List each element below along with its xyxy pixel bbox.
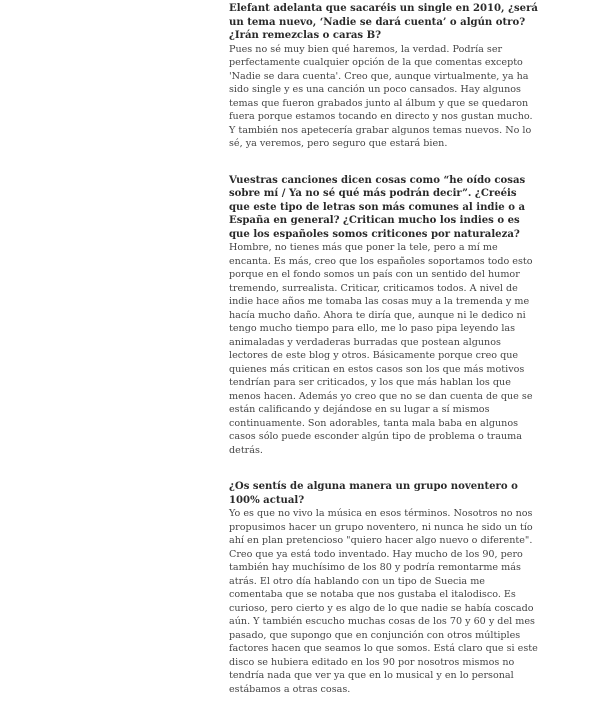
interview-question: Vuestras canciones dicen cosas como “he oído cosas sobre mí / Ya no sé qué más podrán decir”. ¿Creéis que este tipo de letras son más comunes al indie o a España en general? ¿Critican mucho los indies o es que los españoles somos criticones por naturaleza?: [229, 174, 526, 240]
interview-answer: Yo es que no vivo la música en esos términos. Nosotros no nos propusimos hacer un grupo noventero, ni nunca he sido un tío ahí en plan pretencioso "quiero hacer algo nuevo o diferente". Creo que ya está todo inventado. Hay mucho de los 90, pero también hay muchísimo de los 80 y podría remontarme más atrás. El otro día hablando con un tipo de Suecia me comentaba que se notaba que nos gustaba el italodisco. Es curioso, pero cierto y es algo de lo que nadie se había coscado aún. Y también escucho muchas cosas de los 70 y 60 y del mes pasado, que supongo que en conjunción con otros múltiples factores hacen que seamos lo que somos. Está claro que si este disco se hubiera editado en los 90 por nosotros mismos no tendría nada que ver ya que en lo musical y en lo personal estábamos a otras cosas.: [229, 508, 538, 695]
interview-question: Elefant adelanta que sacaréis un single en 2010, ¿será un tema nuevo, ‘Nadie se dará cuenta’ o algún otro? ¿Irán remezclas o caras B?: [229, 3, 538, 41]
interview-answer: Pues no sé muy bien qué haremos, la verdad. Podría ser perfectamente cualquier opción de la que comentas excepto 'Nadie se dara cuenta'. Creo que, aunque virtualmente, ya ha sido single y es una canción un poco cansados. Hay algunos temas que fueron grabados junto al álbum y que se quedaron fuera porque estamos tocando en directo y nos gustan mucho. Y también nos apetecería grabar algunos temas nuevos. No lo sé, ya veremos, pero seguro que estará bien.: [229, 43, 533, 149]
interview-article: [229, 2, 539, 719]
qa-block-single: [229, 2, 539, 151]
qa-block-lyrics: [229, 174, 539, 458]
interview-question: ¿Os sentís de alguna manera un grupo noventero o 100% actual?: [229, 481, 518, 506]
qa-block-nineties: [229, 480, 539, 696]
interview-answer: Hombre, no tienes más que poner la tele, pero a mí me encanta. Es más, creo que los españoles soportamos todo esto porque en el fondo somos un país con un sentido del humor tremendo, surrealista. Criticar, criticamos todos. A nivel de indie hace años me tomaba las cosas muy a la tremenda y me hacía mucho daño. Ahora te diría que, aunque ni le dedico ni tengo mucho tiempo para ello, me lo paso pipa leyendo las animaladas y verdaderas burradas que postean algunos lectores de este blog y otros. Básicamente porque creo que quienes más critican en estos casos son los que más motivos tendrían para ser criticados, y los que más hablan los que menos hacen. Además yo creo que no se dan cuenta de que se están calificando y dejándose en su lugar a sí mismos continuamente. Son adorables, tanta mala baba en algunos casos sólo puede esconder algún tipo de problema o trauma detrás.: [229, 242, 533, 456]
